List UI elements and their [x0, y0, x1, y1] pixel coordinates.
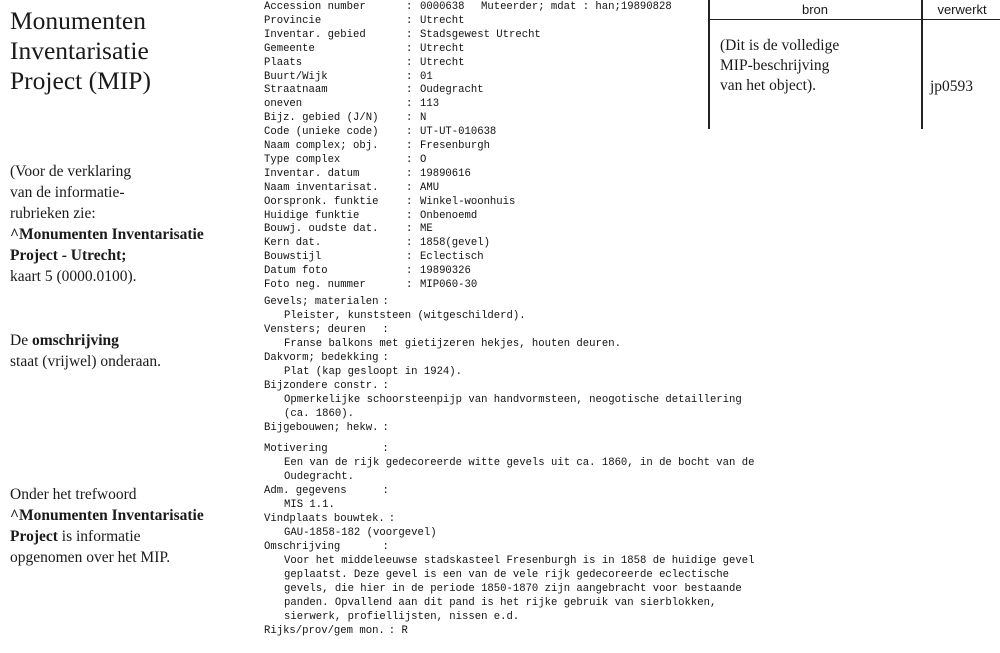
- section-label: Omschrijving: [264, 541, 341, 553]
- field-separator: :: [406, 265, 413, 278]
- field-value: N: [420, 112, 427, 125]
- title-line: Inventarisatie: [10, 36, 149, 65]
- field-value: ME: [420, 223, 433, 236]
- record-field-row: [264, 70, 433, 84]
- section-text-line: Pleister, kunststeen (witgeschilderd).: [284, 310, 526, 322]
- field-label: Huidige funktie: [264, 209, 360, 222]
- field-label: Bijz. gebied (J/N): [264, 112, 379, 125]
- record-field-row: [264, 42, 465, 56]
- field-separator: :: [406, 42, 413, 55]
- header-verwerkt: verwerkt: [937, 2, 987, 17]
- section-label: Bijzondere constr.: [264, 380, 379, 392]
- field-label: Buurt/Wijk: [264, 70, 328, 83]
- section-text-line: (ca. 1860).: [284, 408, 354, 420]
- field-separator: :: [406, 84, 413, 97]
- field-value: Utrecht: [420, 14, 465, 27]
- field-value: Onbenoemd: [420, 209, 478, 222]
- section-label-row: [264, 379, 389, 393]
- record-field-row: [264, 181, 439, 195]
- field-separator: :: [406, 70, 413, 83]
- field-separator: :: [406, 167, 413, 180]
- field-value: Eclectisch: [420, 251, 484, 264]
- field-value: 0000638: [420, 1, 465, 13]
- field-separator: :: [406, 1, 413, 13]
- section-text-line: panden. Opvallend aan dit pand is het rijke gebruik van sierblokken,: [284, 597, 717, 609]
- note-line-bold: [10, 224, 204, 245]
- reference-link-text: Project - Utrecht;: [10, 247, 127, 264]
- keyword-note: [10, 484, 204, 568]
- section-separator: :: [344, 541, 389, 553]
- field-label: Naam complex; obj.: [264, 140, 379, 152]
- field-label: Accession number: [264, 1, 366, 13]
- field-value: AMU: [420, 181, 440, 194]
- note-line: opgenomen over het MIP.: [10, 549, 171, 566]
- field-separator: :: [406, 98, 413, 111]
- section-text-line: MIS 1.1.: [284, 499, 335, 511]
- title-line: Project (MIP): [10, 66, 151, 95]
- section-separator: :: [331, 443, 389, 455]
- page-title: [10, 6, 151, 96]
- section-text-line: Voor het middeleeuwse stadskasteel Fresenburgh is in 1858 de huidige gevel: [284, 555, 755, 567]
- note-line: [10, 330, 161, 351]
- field-label: Bouwstijl: [264, 251, 322, 264]
- source-table: [708, 0, 1000, 129]
- section-separator: :: [388, 513, 396, 525]
- note-line: kaart 5 (0000.0100).: [10, 268, 137, 285]
- reference-link-text: ^Monumenten Inventarisatie: [10, 507, 204, 524]
- field-separator: :: [406, 28, 413, 41]
- field-label: Provincie: [264, 14, 322, 27]
- field-value: 19890326: [420, 265, 471, 278]
- section-text-line: GAU-1858-182 (voorgevel): [284, 527, 437, 539]
- verwerkt-cell: jp0593: [930, 78, 974, 95]
- record-field-row: [264, 209, 477, 223]
- section-text-line: sierwerk, profiellijsten, nissen e.d.: [284, 611, 520, 623]
- field-separator: :: [406, 181, 413, 194]
- record-field-row: [264, 167, 471, 181]
- field-label: Kern dat.: [264, 237, 322, 250]
- note-line: [10, 526, 204, 547]
- field-separator: :: [406, 56, 413, 69]
- record-field-row: [264, 153, 426, 167]
- section-label: Motivering: [264, 443, 328, 455]
- field-label: Code (unieke code): [264, 126, 379, 139]
- bron-line: van het object).: [720, 77, 816, 94]
- section-separator: :: [350, 485, 389, 497]
- section-label-row: [264, 323, 389, 337]
- field-separator: :: [406, 14, 413, 27]
- bron-cell: [720, 36, 839, 96]
- record-field-row: [264, 97, 439, 111]
- section-text-line: geplaatst. Deze gevel is een van de vele rijk gedecoreerde eclectische: [284, 569, 730, 581]
- section-label: Bijgebouwen; hekw.: [264, 422, 379, 434]
- explanation-note: [10, 161, 204, 287]
- field-value: Fresenburgh: [420, 140, 490, 152]
- field-value: Winkel-woonhuis: [420, 195, 516, 208]
- note-line: rubrieken zie:: [10, 205, 96, 222]
- section-text-line: gevels, die hier in de periode 1850-1870 zijn aangebracht voor bestaande: [284, 583, 742, 595]
- record-field-row: [264, 278, 477, 292]
- section-text-line: Een van de rijk gedecoreerde witte gevels uit ca. 1860, in de bocht van de: [284, 457, 755, 469]
- section-label: Gevels; materialen: [264, 296, 379, 308]
- section-label-row: [264, 484, 389, 498]
- field-value: MIP060-30: [420, 279, 478, 291]
- description-note: [10, 330, 161, 372]
- section-label: Rijks/prov/gem mon.: [264, 625, 385, 637]
- bron-line: (Dit is de volledige: [720, 37, 840, 54]
- field-label: Inventar. datum: [264, 167, 360, 180]
- field-value: 113: [420, 98, 440, 111]
- record-field-row: [264, 83, 484, 97]
- field-separator: :: [406, 237, 413, 250]
- section-separator: :: [382, 352, 389, 364]
- field-separator: :: [406, 251, 413, 264]
- field-separator: :: [406, 153, 413, 166]
- section-label-row: [264, 540, 389, 554]
- note-line: (Voor de verklaring: [10, 163, 132, 180]
- record-field-row: [264, 236, 490, 250]
- field-separator: :: [406, 126, 413, 139]
- section-separator: :: [382, 380, 389, 392]
- section-text-line: Plat (kap gesloopt in 1924).: [284, 366, 463, 378]
- note-line: staat (vrijwel) onderaan.: [10, 353, 162, 370]
- section-separator: : R: [388, 625, 408, 637]
- section-label: Adm. gegevens: [264, 485, 347, 497]
- field-separator: :: [406, 209, 413, 222]
- section-separator: :: [382, 422, 389, 434]
- field-label: Foto neg. nummer: [264, 279, 366, 291]
- record-field-row: [264, 195, 515, 209]
- field-value: O: [420, 153, 427, 166]
- section-label-row: [264, 442, 389, 456]
- field-label: Datum foto: [264, 265, 328, 278]
- bron-line: MIP-beschrijving: [720, 57, 830, 74]
- note-line-bold: [10, 505, 204, 526]
- field-separator: :: [406, 140, 413, 152]
- reference-link-text: ^Monumenten Inventarisatie: [10, 226, 204, 243]
- field-label: Type complex: [264, 153, 341, 166]
- section-text-line: Franse balkons met gietijzeren hekjes, houten deuren.: [284, 338, 621, 350]
- field-label: Bouwj. oudste dat.: [264, 223, 379, 236]
- section-label-row: [264, 624, 408, 638]
- record-field-row: [264, 139, 490, 153]
- field-value: 19890616: [420, 167, 471, 180]
- field-value: Utrecht: [420, 42, 465, 55]
- note-line: van de informatie-: [10, 184, 125, 201]
- note-text: De: [10, 332, 32, 349]
- record-field-row: [264, 250, 484, 264]
- record-field-row: [264, 0, 465, 14]
- section-label-row: [264, 351, 389, 365]
- field-value: 01: [420, 70, 433, 83]
- mutator-date: Muteerder; mdat : han;19890828: [481, 1, 672, 13]
- field-value: 1858(gevel): [420, 237, 490, 250]
- field-separator: :: [406, 279, 413, 291]
- field-label: Plaats: [264, 56, 303, 69]
- record-field-row: [264, 14, 465, 28]
- field-value: Utrecht: [420, 56, 465, 69]
- header-bron: bron: [801, 2, 829, 17]
- note-text: is informatie: [57, 528, 141, 545]
- field-separator: :: [406, 112, 413, 125]
- section-label: Vindplaats bouwtek.: [264, 513, 385, 525]
- field-value: Oudegracht: [420, 84, 484, 97]
- field-label: oneven: [264, 98, 303, 111]
- section-text-line: Opmerkelijke schoorsteenpijp van handvormsteen, neogotische detaillering: [284, 394, 742, 406]
- field-label: Straatnaam: [264, 84, 328, 97]
- field-value: UT-UT-010638: [420, 126, 497, 139]
- note-line-bold: [10, 245, 204, 266]
- record-field-row: [264, 264, 471, 278]
- section-label: Dakvorm; bedekking: [264, 352, 379, 364]
- title-line: Monumenten: [10, 6, 146, 35]
- record-field-row: [264, 125, 496, 139]
- field-label: Naam inventarisat.: [264, 181, 379, 194]
- reference-link-text: Project: [10, 528, 58, 545]
- section-separator: :: [382, 296, 389, 308]
- section-separator: :: [369, 324, 389, 336]
- section-text-line: Oudegracht.: [284, 471, 354, 483]
- record-field-row: [264, 56, 465, 70]
- record-field-row: [264, 28, 541, 42]
- field-separator: :: [406, 223, 413, 236]
- field-value: Stadsgewest Utrecht: [420, 28, 541, 41]
- field-separator: :: [406, 195, 413, 208]
- table-header-divider: [708, 19, 1000, 20]
- section-label: Vensters; deuren: [264, 324, 366, 336]
- note-keyword: omschrijving: [31, 332, 119, 349]
- section-label-row: [264, 421, 389, 435]
- record-field-row: [264, 222, 433, 236]
- note-line: Onder het trefwoord: [10, 486, 137, 503]
- field-label: Gemeente: [264, 42, 315, 55]
- record-field-row: [264, 111, 426, 125]
- field-label: Oorspronk. funktie: [264, 195, 379, 208]
- field-label: Inventar. gebied: [264, 28, 366, 41]
- section-label-row: [264, 512, 395, 526]
- section-label-row: [264, 295, 389, 309]
